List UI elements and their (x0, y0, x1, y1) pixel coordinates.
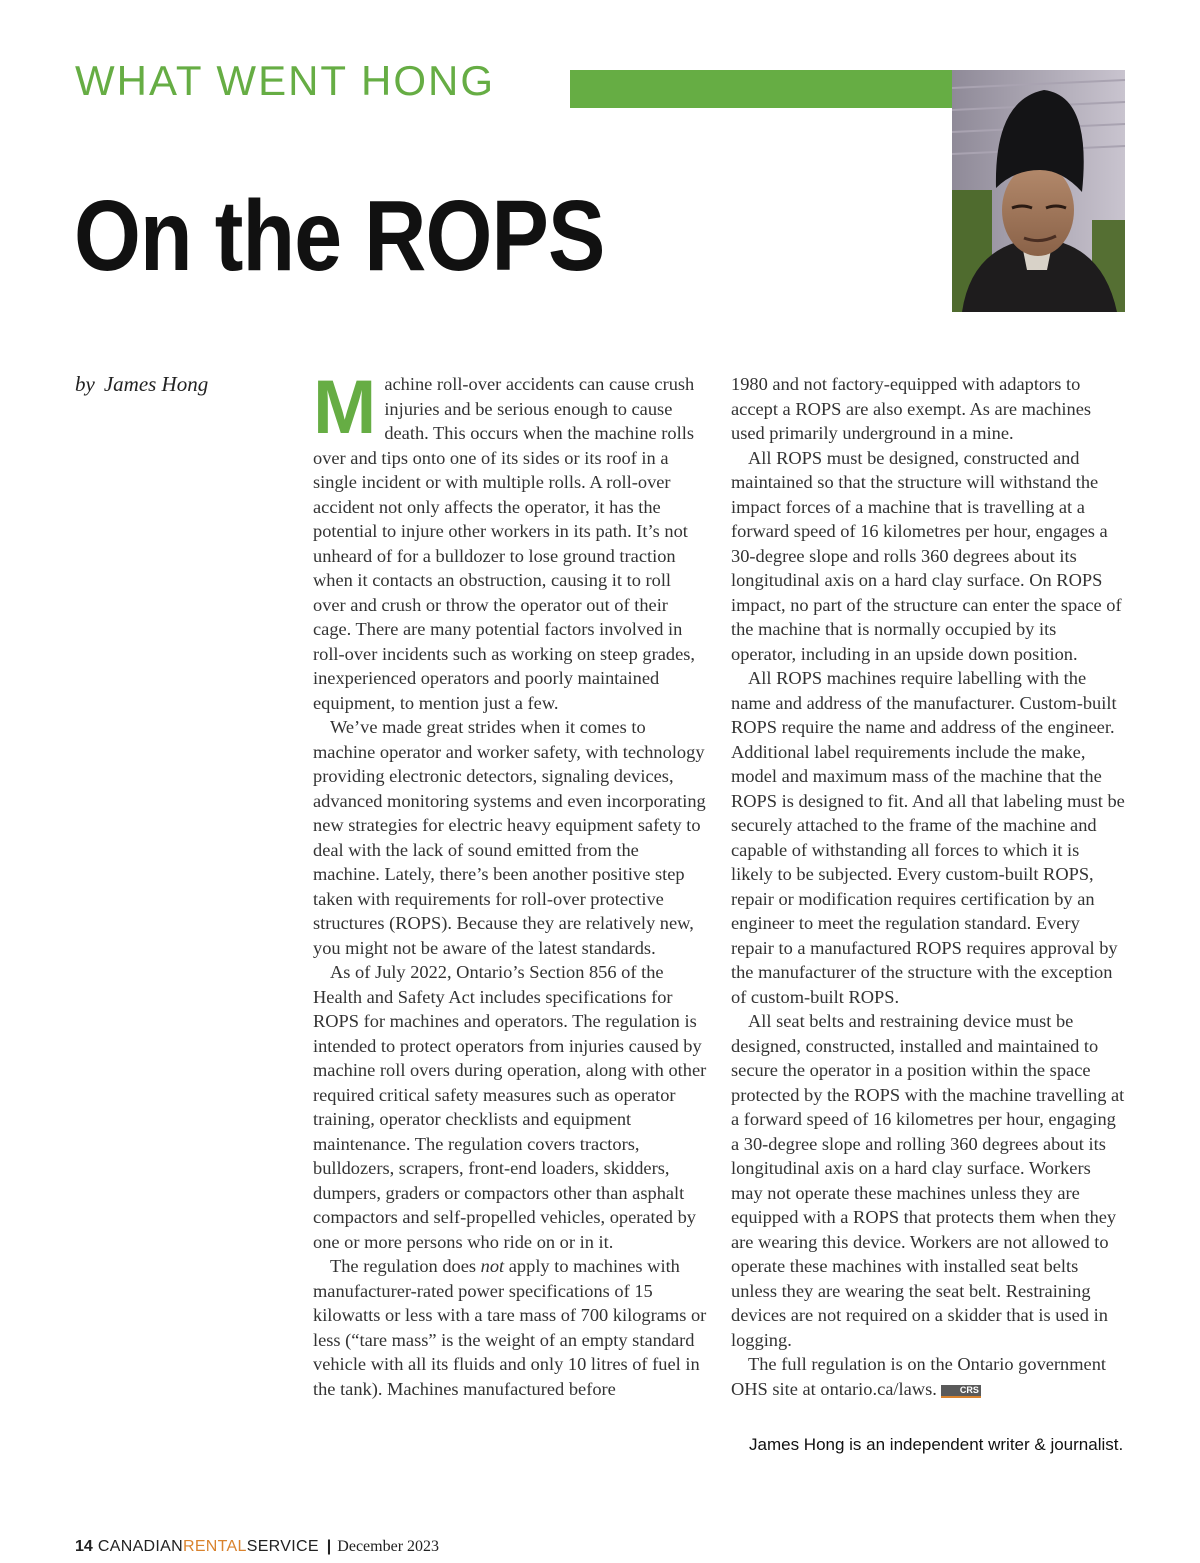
kicker-accent-bar (570, 70, 952, 108)
article-column-2 (731, 372, 1125, 1401)
page-number: 14 (75, 1538, 93, 1555)
paragraph-6: All ROPS machines require labelling with the name and address of the manufacturer. Custom-built ROPS require the name and address of the engineer. Additional label requirements include the make, model and maximum mass of the machine that the ROPS is designed to fit. And all that labeling must be securely attached to the frame of the machine and capable of withstanding all forces to which it is likely to be subjected. Every custom-built ROPS, repair or modification requires certification by an engineer to meet the regulation standard. Every repair to a manufactured ROPS requires approval by the manufacturer of the structure with the exception of custom-built ROPS. (731, 668, 1125, 1007)
byline-prefix: by (75, 372, 95, 396)
author-bio: James Hong is an independent writer & journalist. (749, 1435, 1124, 1454)
issue-date: December 2023 (337, 1538, 440, 1555)
paragraph-8-text: The full regulation is on the Ontario government OHS site at ontario.ca/laws. (731, 1354, 1107, 1399)
author-photo (952, 70, 1125, 312)
end-mark-logo: CRS (941, 1385, 981, 1398)
paragraph-5: All ROPS must be designed, constructed and maintained so that the structure will withstand the impact forces of a machine that is travelling at a forward speed of 16 kilometres per hour, engages a 30-degree slope and rolls 360 degrees about its longitudinal axis on a hard clay surface. On ROPS impact, no part of the structure can enter the space of the machine that is normally occupied by its operator, including in an upside down position. (731, 447, 1122, 664)
magazine-name-part-1: CANADIAN (97, 1538, 183, 1555)
article-headline: On the ROPS (74, 180, 605, 292)
paragraph-4-emphasis: not (480, 1256, 505, 1276)
drop-cap: M (313, 365, 377, 450)
paragraph-1-text: achine roll-over accidents can cause crush injuries and be serious enough to cause death. This occurs when the machine rolls over and tips onto one of its sides or its roof in a single incident or with multiple rolls. A roll-over accident not only affects the operator, it has the potential to injure other workers in its path. It’s not unheard of for a bulldozer to lose ground traction when it contacts an obstruction, causing it to roll over and crush or throw the operator out of their cage. There are many potential factors involved in roll-over incidents such as working on steep grades, inexperienced operators and poorly maintained equipment, to mention just a few. (313, 374, 696, 713)
byline (75, 372, 208, 397)
article-column-1 (313, 365, 707, 1401)
byline-author: James Hong (103, 372, 209, 396)
paragraph-4 (313, 1254, 707, 1401)
paragraph-8 (731, 1352, 1125, 1401)
section-kicker: WHAT WENT HONG (75, 57, 495, 104)
paragraph-2: We’ve made great strides when it comes to machine operator and worker safety, with technology providing electronic detectors, signaling devices, advanced monitoring systems and even incorporating new strategies for electric heavy equipment safety to deal with the lack of sound emitted from the machine. Lately, there’s been another positive step taken with requirements for roll-over protective structures (ROPS). Because they are relatively new, you might not be aware of the latest standards. (313, 717, 706, 958)
paragraph-1 (313, 365, 707, 715)
paragraph-7: All seat belts and restraining device must be designed, constructed, installed and maintained to secure the operator in a position within the space protected by the ROPS with the machine travelling at a forward speed of 16 kilometres per hour, engaging a 30-degree slope and rolling 360 degrees about its longitudinal axis on a hard clay surface. Workers may not operate these machines unless they are equipped with a ROPS that protects them when they are wearing this device. Workers are not allowed to operate these machines with installed seat belts unless they are wearing the seat belt. Restraining devices are not required on a skidder that is used in logging. (731, 1011, 1125, 1350)
magazine-name-part-3: SERVICE (246, 1538, 319, 1555)
paragraph-3: As of July 2022, Ontario’s Section 856 of the Health and Safety Act includes specifications for ROPS for machines and operators. The regulation is intended to protect operators from injuries caused by machine roll overs during operation, along with other required critical safety measures such as operator training, operator checklists and equipment maintenance. The regulation covers tractors, bulldozers, scrapers, front-end loaders, skidders, dumpers, graders or compactors other than asphalt compactors and self-propelled vehicles, operated by one or more persons who ride on or in it. (313, 962, 707, 1252)
paragraph-4-before: The regulation does (330, 1256, 481, 1276)
paragraph-4-after: apply to machines with manufacturer-rated power specifications of 15 kilowatts or less with a tare mass of 700 kilograms or less (“tare mass” is the weight of an empty standard vehicle with all its fluids and only 10 litres of fuel in the tank). Machines manufactured before (313, 1256, 707, 1399)
page-footer (75, 1536, 439, 1556)
magazine-name-part-2: RENTAL (182, 1538, 247, 1555)
paragraph-4-continued: 1980 and not factory-equipped with adaptors to accept a ROPS are also exempt. As are machines used primarily underground in a mine. (731, 374, 1092, 443)
footer-separator: | (326, 1538, 332, 1555)
